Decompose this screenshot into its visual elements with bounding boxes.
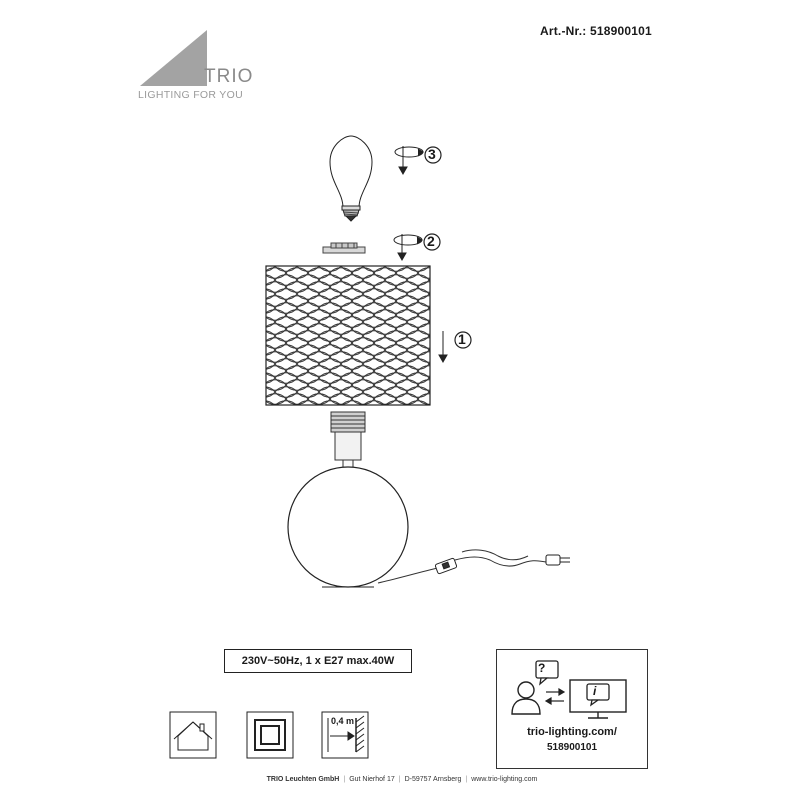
inline-switch-icon [435,558,457,574]
footer-address: TRIO Leuchten GmbH | Gut Nierhof 17 | D-59757 Arnsberg | www.trio-lighting.com [266,776,538,783]
step-3-label: 3 [428,146,436,162]
support-info-box [496,649,648,769]
trio-logo-triangle [140,30,207,86]
protection-class-2-icon [247,712,293,758]
support-article-code: 518900101 [546,742,598,753]
support-url[interactable]: trio-lighting.com/ [527,726,617,738]
footer-company: TRIO Leuchten GmbH [266,776,340,783]
step-1-label: 1 [458,331,466,347]
article-number: Art.-Nr.: 518900101 [540,24,652,38]
footer-website[interactable]: www.trio-lighting.com [471,776,538,783]
ball-lamp-base [288,467,408,587]
question-mark: ? [538,661,546,675]
lamp-shade [266,266,430,405]
shade-ring-icon [323,243,365,253]
footer-street: Gut Nierhof 17 [349,776,395,783]
light-bulb-icon [330,136,372,221]
step-2-label: 2 [427,233,435,249]
brand-name: TRIO [204,66,254,87]
rotate-arrow-icon [394,234,422,260]
plug-icon [546,555,570,565]
indoor-use-icon [170,712,216,758]
brand-tagline: LIGHTING FOR YOU [138,89,243,101]
distance-label: 0,4 m [331,716,355,726]
footer-city: D-59757 Arnsberg [404,776,462,783]
info-mark: i [593,684,597,698]
power-cable [378,550,546,583]
down-arrow-icon [439,331,447,362]
electrical-spec: 230V~50Hz, 1 x E27 max.40W [224,649,412,673]
rotate-arrow-icon [395,146,423,174]
